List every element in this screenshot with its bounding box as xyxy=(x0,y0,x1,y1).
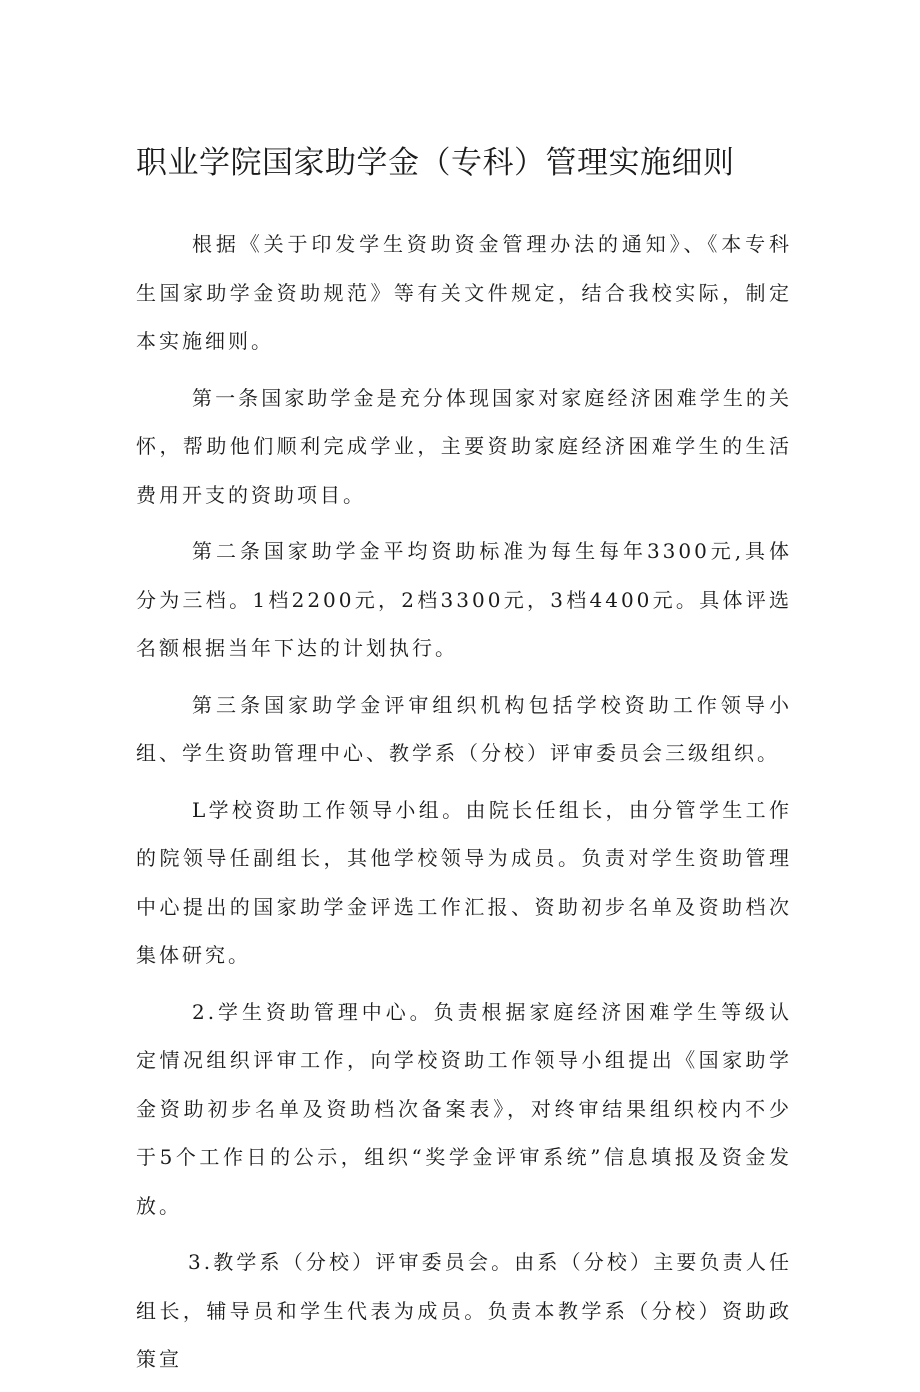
paragraph-article-1: 第一条国家助学金是充分体现国家对家庭经济困难学生的关怀，帮助他们顺利完成学业，主要资助家庭经济困难学生的生活费用开支的资助项目。 xyxy=(136,385,792,507)
paragraph-item-1: L学校资助工作领导小组。由院长任组长，由分管学生工作的院领导任副组长，其他学校领导为成员。负责对学生资助管理中心提出的国家助学金评选工作汇报、资助初步名单及资助档次集体研究。 xyxy=(136,797,792,967)
paragraph-article-2: 第二条国家助学金平均资助标准为每生每年3300元,具体分为三档。1档2200元，2档3300元，3档4400元。具体评选名额根据当年下达的计划执行。 xyxy=(136,539,792,660)
paragraph-item-2: 2.学生资助管理中心。负责根据家庭经济困难学生等级认定情况组织评审工作，向学校资助工作领导小组提出《国家助学金资助初步名单及资助档次备案表》，对终审结果组织校内不少于5个工作日的公示，组织“奖学金评审系统”信息填报及资金发放。 xyxy=(136,999,792,1218)
document-body xyxy=(136,220,792,1392)
document-title: 职业学院国家助学金（专科）管理实施细则 xyxy=(136,145,735,181)
paragraph-preamble: 根据《关于印发学生资助资金管理办法的通知》、《本专科生国家助学金资助规范》等有关文件规定，结合我校实际，制定本实施细则。 xyxy=(136,232,792,353)
paragraph-article-3: 第三条国家助学金评审组织机构包括学校资助工作领导小组、学生资助管理中心、教学系（分校）评审委员会三级组织。 xyxy=(136,692,792,765)
paragraph-item-3: 3.教学系（分校）评审委员会。由系（分校）主要负责人任组长，辅导员和学生代表为成员。负责本教学系（分校）资助政策宣 xyxy=(136,1250,792,1371)
